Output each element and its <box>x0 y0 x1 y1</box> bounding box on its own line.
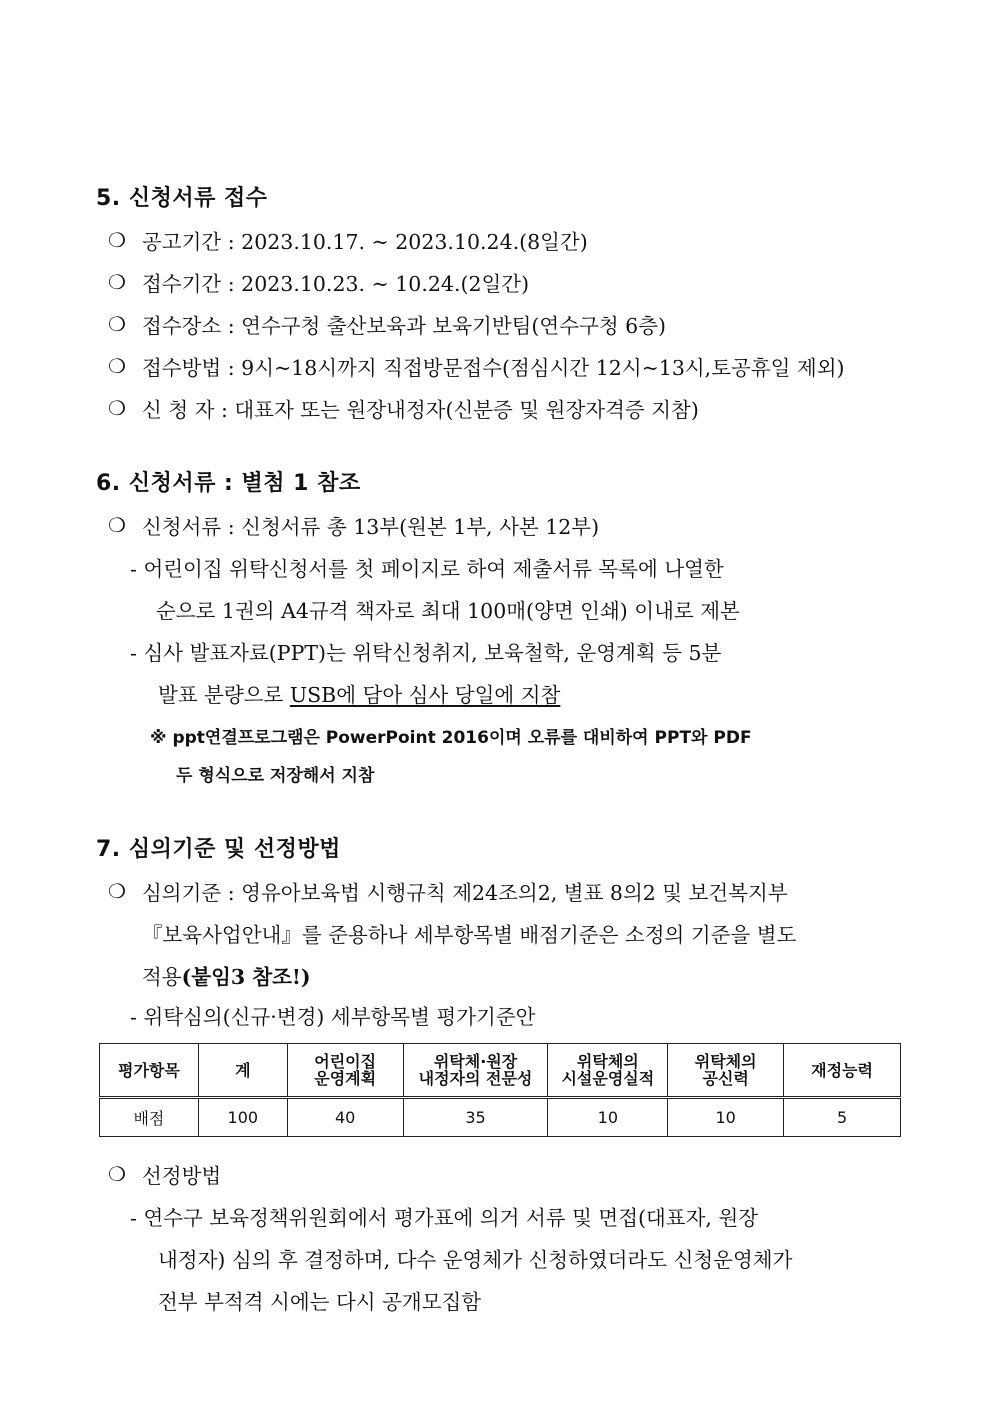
table-header-cell: 위탁체·원장 내정자의 전문성 <box>403 1044 548 1098</box>
ppt-note-line1: ※ ppt연결프로그램은 PowerPoint 2016이며 오류를 대비하여 PPT와 PDF <box>150 728 752 748</box>
bullet-icon: ❍ <box>108 270 126 294</box>
documents-detail-line1: - 어린이집 위탁신청서를 첫 페이지로 하여 제출서류 목록에 나열한 <box>130 557 724 581</box>
section-6-title: 6. 신청서류 : 별첨 1 참조 <box>96 471 361 496</box>
reception-period: 접수기간 : 2023.10.23. ~ 10.24.(2일간) <box>142 272 530 296</box>
table-header-cell: 평가항목 <box>100 1044 199 1098</box>
table-cell: 배점 <box>100 1098 199 1137</box>
presentation-detail-underlined: USB에 담아 심사 당일에 지참 <box>289 683 561 707</box>
table-cell: 100 <box>198 1098 287 1137</box>
criteria-attachment-ref: (붙임3 참조!) <box>181 965 311 989</box>
table-header-cell: 재정능력 <box>784 1044 901 1098</box>
presentation-detail-plain: 발표 분량으로 <box>158 683 290 707</box>
bullet-icon: ❍ <box>108 879 126 903</box>
table-header-cell: 위탁체의 시설운영실적 <box>548 1044 668 1098</box>
criteria-line3 <box>142 960 311 990</box>
selection-line1: - 연수구 보육정책위원회에서 평가표에 의거 서류 및 면접(대표자, 원장 <box>130 1206 759 1230</box>
table-header-cell: 위탁체의 공신력 <box>668 1044 784 1098</box>
table-header-row <box>100 1044 901 1098</box>
criteria-line2: 『보육사업안내』를 준용하나 세부항목별 배점기준은 소정의 기준을 별도 <box>142 923 797 947</box>
documents-detail-line2: 순으로 1권의 A4규격 책자로 최대 100매(양면 인쇄) 이내로 제본 <box>156 599 740 623</box>
table-cell: 5 <box>784 1098 901 1137</box>
selection-line2: 내정자) 심의 후 결정하며, 다수 운영체가 신청하였더라도 신청운영체가 <box>158 1248 793 1272</box>
section-7-title: 7. 심의기준 및 선정방법 <box>96 837 341 862</box>
criteria-apply: 적용 <box>142 965 182 989</box>
table-header-cell: 어린이집 운영계획 <box>287 1044 403 1098</box>
table-cell: 35 <box>403 1098 548 1137</box>
presentation-detail-line2 <box>158 678 560 708</box>
table-header-cell: 계 <box>198 1044 287 1098</box>
reception-method: 접수방법 : 9시~18시까지 직접방문접수(점심시간 12시~13시,토공휴일 제외) <box>142 356 845 380</box>
documents-item: 신청서류 : 신청서류 총 13부(원본 1부, 사본 12부) <box>142 515 600 539</box>
bullet-icon: ❍ <box>108 354 126 378</box>
selection-title: 선정방법 <box>142 1164 222 1188</box>
bullet-icon: ❍ <box>108 1162 126 1186</box>
bullet-icon: ❍ <box>108 396 126 420</box>
reception-place: 접수장소 : 연수구청 출산보육과 보육기반팀(연수구청 6층) <box>142 314 666 338</box>
ppt-note-line2: 두 형식으로 저장해서 지참 <box>176 766 375 786</box>
evaluation-table-caption: - 위탁심의(신규·변경) 세부항목별 평가기준안 <box>130 1005 536 1029</box>
notice-period: 공고기간 : 2023.10.17. ~ 2023.10.24.(8일간) <box>142 230 588 254</box>
criteria-line1: 심의기준 : 영유아보육법 시행규칙 제24조의2, 별표 8의2 및 보건복지부 <box>142 881 788 905</box>
selection-line3: 전부 부적격 시에는 다시 공개모집함 <box>158 1290 482 1314</box>
bullet-icon: ❍ <box>108 228 126 252</box>
evaluation-table <box>99 1043 901 1137</box>
table-cell: 10 <box>548 1098 668 1137</box>
table-row <box>100 1098 901 1137</box>
section-5-title: 5. 신청서류 접수 <box>96 186 268 211</box>
table-cell: 40 <box>287 1098 403 1137</box>
bullet-icon: ❍ <box>108 312 126 336</box>
applicant: 신 청 자 : 대표자 또는 원장내정자(신분증 및 원장자격증 지참) <box>142 398 699 422</box>
presentation-detail-line1: - 심사 발표자료(PPT)는 위탁신청취지, 보육철학, 운영계획 등 5분 <box>130 641 722 665</box>
bullet-icon: ❍ <box>108 513 126 537</box>
table-cell: 10 <box>668 1098 784 1137</box>
